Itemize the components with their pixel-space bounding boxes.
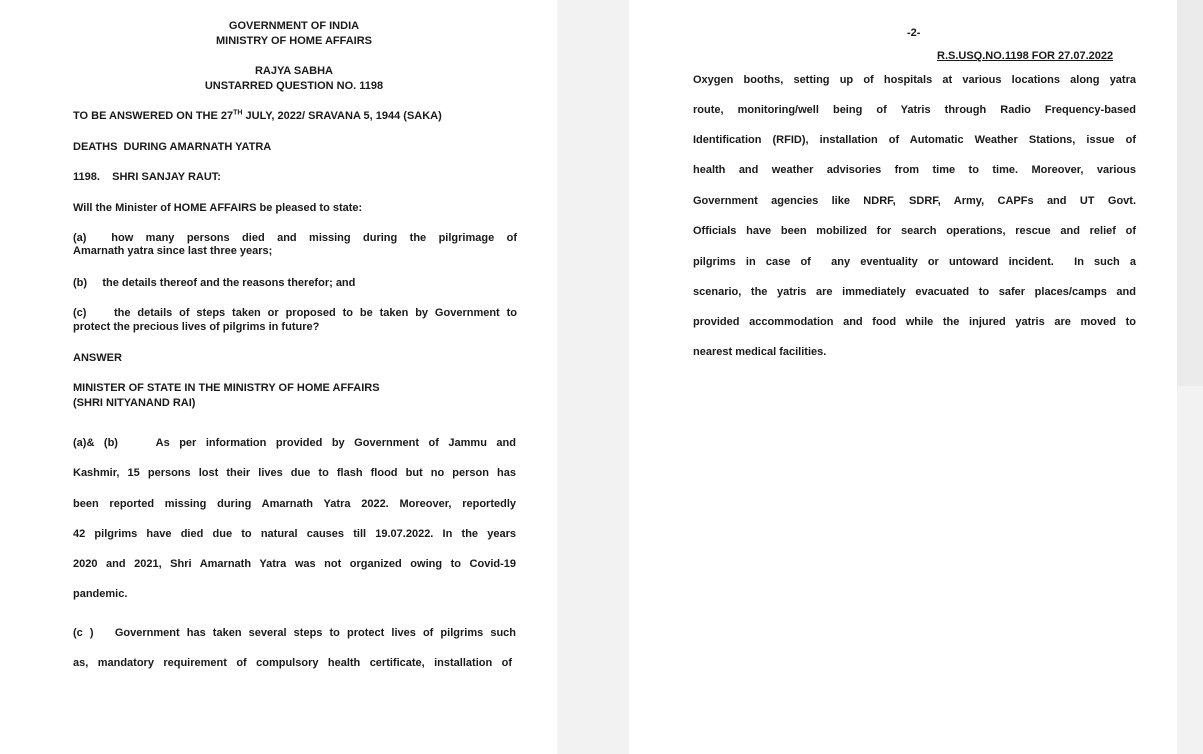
will-the-minister: Will the Minister of HOME AFFAIRS be pleased to state: (73, 202, 363, 214)
answer-date: TO BE ANSWERED ON THE 27TH JULY, 2022/ SRAVANA 5, 1944 (SAKA) (73, 109, 442, 122)
document-page-1 (0, 0, 557, 754)
header-ministry: MINISTRY OF HOME AFFAIRS (215, 35, 373, 47)
subject: DEATHS DURING AMARNATH YATRA (73, 141, 272, 153)
body-line-1: Oxygen booths, setting up of hospitals at various locations along yatra (693, 74, 1136, 86)
question-a-line-1: (a) how many persons died and missing during the pilgrimage of (73, 232, 517, 244)
body-line-4: health and weather advisories from time to time. Moreover, various (693, 164, 1136, 176)
answer-ab-line-4: 42 pilgrims have died due to natural causes till 19.07.2022. In the years (73, 528, 516, 540)
header-government: GOVERNMENT OF INDIA (228, 20, 360, 32)
answer-ab-line-6: pandemic. (73, 588, 128, 600)
answer-ab-line-1: (a)& (b) As per information provided by Government of Jammu and (73, 437, 516, 449)
question-c-line-2: protect the precious lives of pilgrims in future? (73, 321, 320, 333)
answer-ab-line-3: been reported missing during Amarnath Yatra 2022. Moreover, reportedly (73, 498, 516, 510)
question-c-line-1: (c) the details of steps taken or proposed to be taken by Government to (73, 307, 517, 319)
answer-label: ANSWER (73, 352, 122, 364)
reference-number: R.S.USQ.NO.1198 FOR 27.07.2022 (937, 50, 1114, 62)
body-line-6: Officials have been mobilized for search operations, rescue and relief of (693, 225, 1136, 237)
answer-c-line-2: as, mandatory requirement of compulsory health certificate, installation of (73, 657, 512, 669)
question-b: (b) the details thereof and the reasons therefor; and (73, 277, 356, 289)
answer-ab-line-5: 2020 and 2021, Shri Amarnath Yatra was not organized owing to Covid-19 (73, 558, 516, 570)
next-page-edge (1177, 0, 1203, 386)
body-line-5: Government agencies like NDRF, SDRF, Army, CAPFs and UT Govt. (693, 195, 1136, 207)
answer-c-line-1: (c ) Government has taken several steps to protect lives of pilgrims such (73, 627, 516, 639)
header-house: RAJYA SABHA (254, 65, 334, 77)
body-line-2: route, monitoring/well being of Yatris through Radio Frequency-based (693, 104, 1136, 116)
questioner: 1198. SHRI SANJAY RAUT: (73, 171, 221, 183)
body-line-8: scenario, the yatris are immediately evacuated to safer places/camps and (693, 286, 1136, 298)
answer-ab-line-2: Kashmir, 15 persons lost their lives due to flash flood but no person has (73, 467, 516, 479)
body-line-10: nearest medical facilities. (693, 346, 827, 358)
body-line-7: pilgrims in case of any eventuality or untoward incident. In such a (693, 256, 1136, 268)
minister-name: (SHRI NITYANAND RAI) (73, 397, 196, 409)
body-line-9: provided accommodation and food while the injured yatris are moved to (693, 316, 1136, 328)
page-number: -2- (907, 27, 921, 39)
body-line-3: Identification (RFID), installation of Automatic Weather Stations, issue of (693, 134, 1136, 146)
minister-title: MINISTER OF STATE IN THE MINISTRY OF HOME AFFAIRS (73, 382, 380, 394)
question-a-line-2: Amarnath yatra since last three years; (73, 245, 273, 257)
header-question-number: UNSTARRED QUESTION NO. 1198 (204, 80, 384, 92)
document-page-2 (629, 0, 1177, 754)
